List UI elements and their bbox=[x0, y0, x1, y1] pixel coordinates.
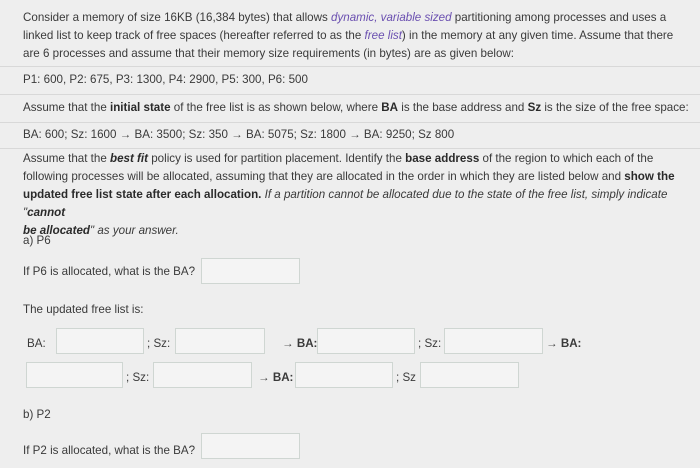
text: Assume that the bbox=[23, 101, 110, 114]
text: of the region to which each of the bbox=[479, 152, 654, 165]
part-a-question: If P6 is allocated, what is the BA? bbox=[23, 265, 196, 278]
intro-text: ) in the memory at any given time. Assume that there bbox=[401, 29, 674, 42]
intro-emphasis: dynamic, variable sized bbox=[331, 11, 452, 24]
text-bold: best fit bbox=[110, 152, 149, 165]
updated-free-list-label: The updated free list is: bbox=[23, 303, 144, 316]
divider bbox=[0, 94, 700, 95]
sz-label: ; Sz: bbox=[147, 337, 171, 350]
problem-intro bbox=[23, 9, 685, 63]
text-bold: be allocated bbox=[23, 224, 91, 237]
text-bold: show the bbox=[624, 170, 675, 183]
text-bold: base address bbox=[405, 152, 480, 165]
free-list-sz-4-input[interactable] bbox=[420, 362, 519, 388]
free-list-ba-1-input[interactable] bbox=[56, 328, 144, 354]
intro-text: linked list to keep track of free spaces (hereafter referred to as the bbox=[23, 29, 365, 42]
part-b-label: b) P2 bbox=[23, 408, 51, 421]
free-list-ba-3-input[interactable] bbox=[26, 362, 123, 388]
sz-label: ; Sz bbox=[396, 371, 416, 384]
text-italic: " as your answer. bbox=[90, 224, 179, 237]
text-bold: BA bbox=[381, 101, 399, 114]
divider bbox=[0, 148, 700, 149]
sz-label: ; Sz: bbox=[126, 371, 150, 384]
divider bbox=[0, 66, 700, 67]
part-a-ba-input[interactable] bbox=[201, 258, 300, 284]
text-bold: updated free list state after each allocation. bbox=[23, 188, 262, 201]
text: following processes will be allocated, assuming that they are allocated in the order in which they are listed below and bbox=[23, 170, 625, 183]
text-bold: Sz bbox=[527, 101, 542, 114]
intro-emphasis: free list bbox=[364, 29, 402, 42]
text: is the size of the free space: bbox=[541, 101, 689, 114]
free-list-ba-2-input[interactable] bbox=[317, 328, 415, 354]
text: Assume that the bbox=[23, 152, 110, 165]
part-b-ba-input[interactable] bbox=[201, 433, 300, 459]
sz-label: ; Sz: bbox=[418, 337, 442, 350]
arrow-ba-label: → BA: bbox=[546, 337, 582, 350]
intro-text: Consider a memory of size 16KB (16,384 bytes) that allows bbox=[23, 11, 332, 24]
part-b-question: If P2 is allocated, what is the BA? bbox=[23, 444, 196, 457]
arrow-ba-label: → BA: bbox=[258, 371, 294, 384]
text-bold: cannot bbox=[27, 206, 66, 219]
ba-label: BA: bbox=[27, 337, 46, 350]
intro-text: are 6 processes and assume that their memory size requirements (in bytes) are as given below: bbox=[23, 47, 515, 60]
text-bold: initial state bbox=[110, 101, 171, 114]
part-a-label: a) P6 bbox=[23, 234, 51, 247]
intro-text: partitioning among processes and uses a bbox=[451, 11, 667, 24]
policy-instructions bbox=[23, 150, 685, 240]
divider bbox=[0, 122, 700, 123]
text-italic: If a partition cannot be allocated due to the state of the free list, simply indicate " bbox=[23, 188, 668, 219]
free-list-ba-4-input[interactable] bbox=[295, 362, 393, 388]
free-list-sz-3-input[interactable] bbox=[153, 362, 252, 388]
arrow-ba-label: → BA: bbox=[282, 337, 318, 350]
free-list-sz-2-input[interactable] bbox=[444, 328, 543, 354]
initial-free-list: BA: 600; Sz: 1600 → BA: 3500; Sz: 350 → BA: 5075; Sz: 1800 → BA: 9250; Sz 800 bbox=[23, 128, 455, 141]
free-list-sz-1-input[interactable] bbox=[175, 328, 265, 354]
text: is the base address and bbox=[398, 101, 528, 114]
process-sizes: P1: 600, P2: 675, P3: 1300, P4: 2900, P5: 300, P6: 500 bbox=[23, 73, 308, 86]
text: of the free list is as shown below, where bbox=[170, 101, 382, 114]
text: policy is used for partition placement. Identify the bbox=[148, 152, 406, 165]
initial-state-text bbox=[23, 101, 689, 114]
